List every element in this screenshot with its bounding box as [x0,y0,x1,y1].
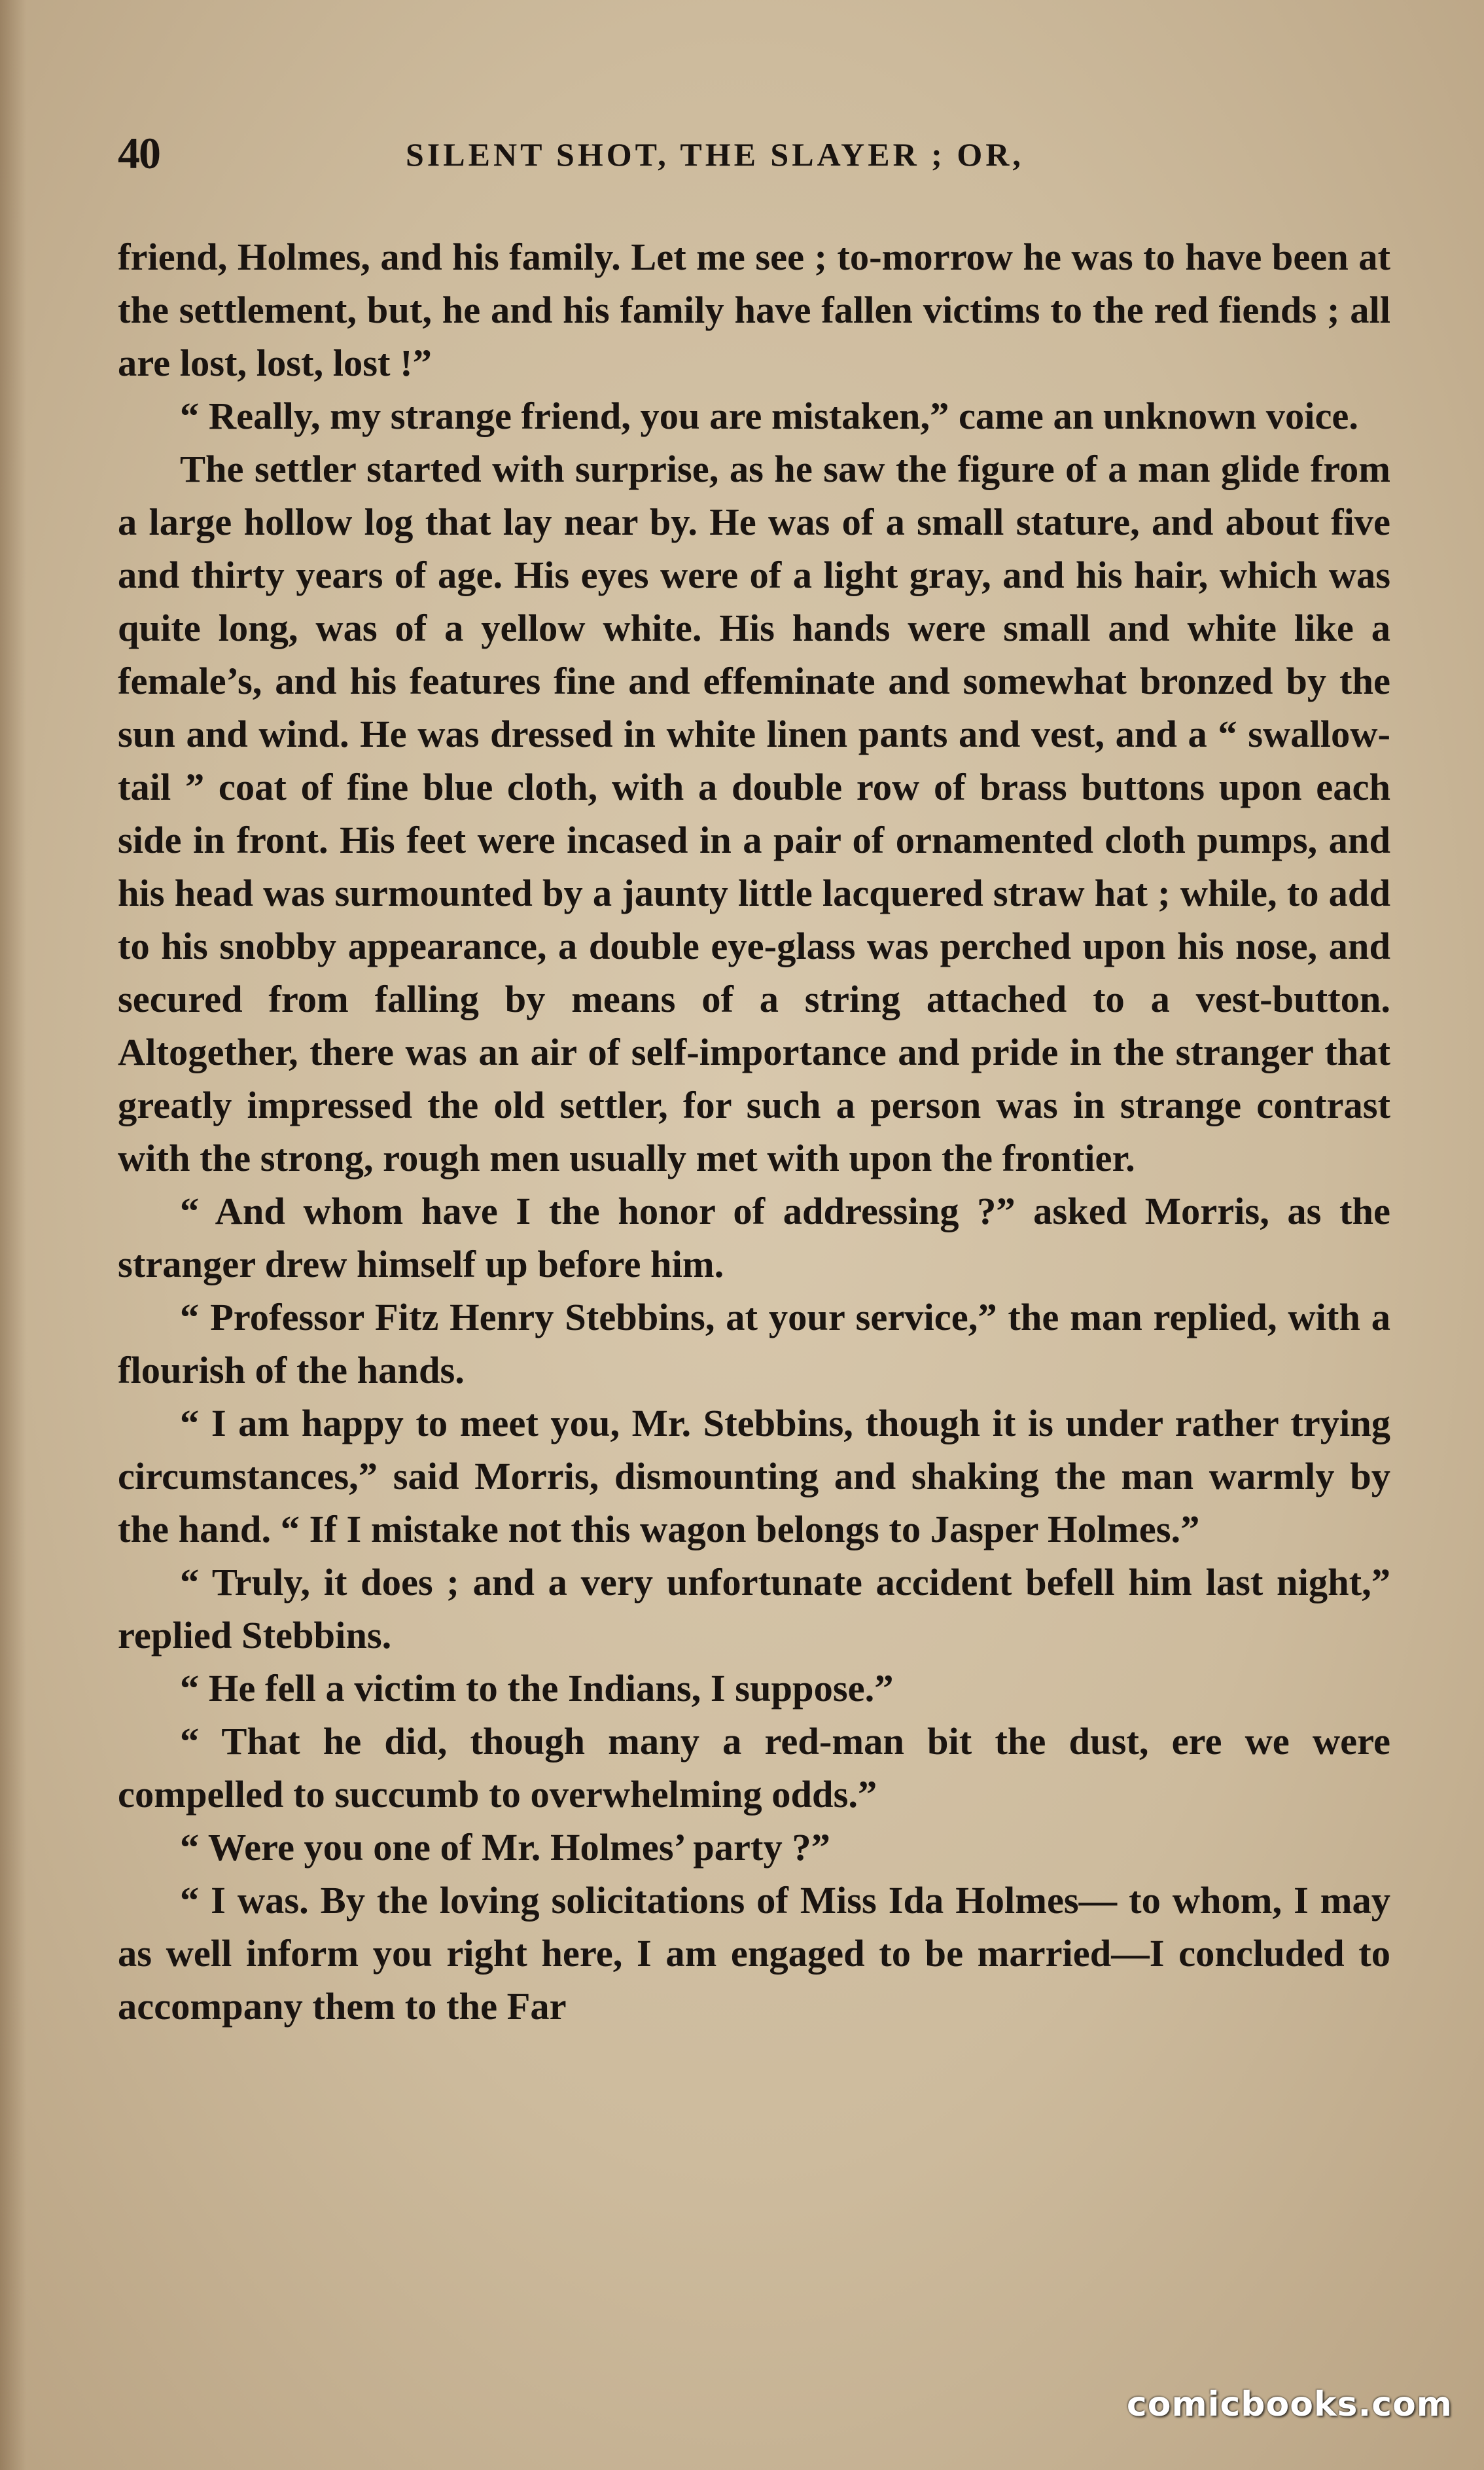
paragraph: “ That he did, though many a red-man bit the dust, ere we were compelled to succumb to overwhelming odds.” [118,1720,1390,1816]
paragraph: “ Were you one of Mr. Holmes’ party ?” [180,1826,830,1869]
page-number: 40 [118,128,160,178]
running-head: SILENT SHOT, THE SLAYER ; OR, [406,136,1024,173]
paragraph: “ Really, my strange friend, you are mistaken,” came an unknown voice. [180,395,1359,437]
body-text [118,230,1390,2033]
paragraph: The settler started with surprise, as he saw the figure of a man glide from a large hollow log that lay near by. He was of a small stature, and about five and thirty years of age. His eyes were of a light gray, and his hair, which was quite long, was of a yellow white. His hands were small and white like a female’s, and his features fine and effeminate and somewhat bronzed by the sun and wind. He was dressed in white linen pants and vest, and a “ swallow-tail ” coat of fine blue cloth, with a double row of brass buttons upon each side in front. His feet were incased in a pair of ornamented cloth pumps, and his head was surmounted by a jaunty little lacquered straw hat ; while, to add to his snobby appearance, a double eye-glass was perched upon his nose, and secured from falling by means of a string attached to a vest-button. Altogether, there was an air of self-importance and pride in the stranger that greatly impressed the old settler, for such a person was in strange contrast with the strong, rough men usually met with upon the frontier. [118,448,1390,1179]
paragraph: “ Truly, it does ; and a very unfortunate accident befell him last night,” replied Stebbins. [118,1561,1390,1656]
page-edge-shadow [0,0,26,2470]
paragraph: “ Professor Fitz Henry Stebbins, at your service,” the man replied, with a flourish of the hands. [118,1296,1390,1391]
paragraph: “ I am happy to meet you, Mr. Stebbins, though it is under rather trying circumstances,” said Morris, dismounting and shaking the man warmly by the hand. “ If I mistake not this wagon belongs to Jasper Holmes.” [118,1402,1390,1550]
paragraph: friend, Holmes, and his family. Let me see ; to-morrow he was to have been at the settlement, but, he and his family have fallen victims to the red fiends ; all are lost, lost, lost !” [118,236,1390,384]
paragraph: “ And whom have I the honor of addressing ?” asked Morris, as the stranger drew himself up before him. [118,1190,1390,1285]
paragraph: “ I was. By the loving solicitations of Miss Ida Holmes— to whom, I may as well inform you right here, I am engaged to be married—I concluded to accompany them to the Far [118,1879,1390,2028]
paragraph: “ He fell a victim to the Indians, I suppose.” [180,1667,894,1709]
page-header [118,128,1394,180]
watermark-logo: comicbooks.com [1126,2385,1453,2424]
